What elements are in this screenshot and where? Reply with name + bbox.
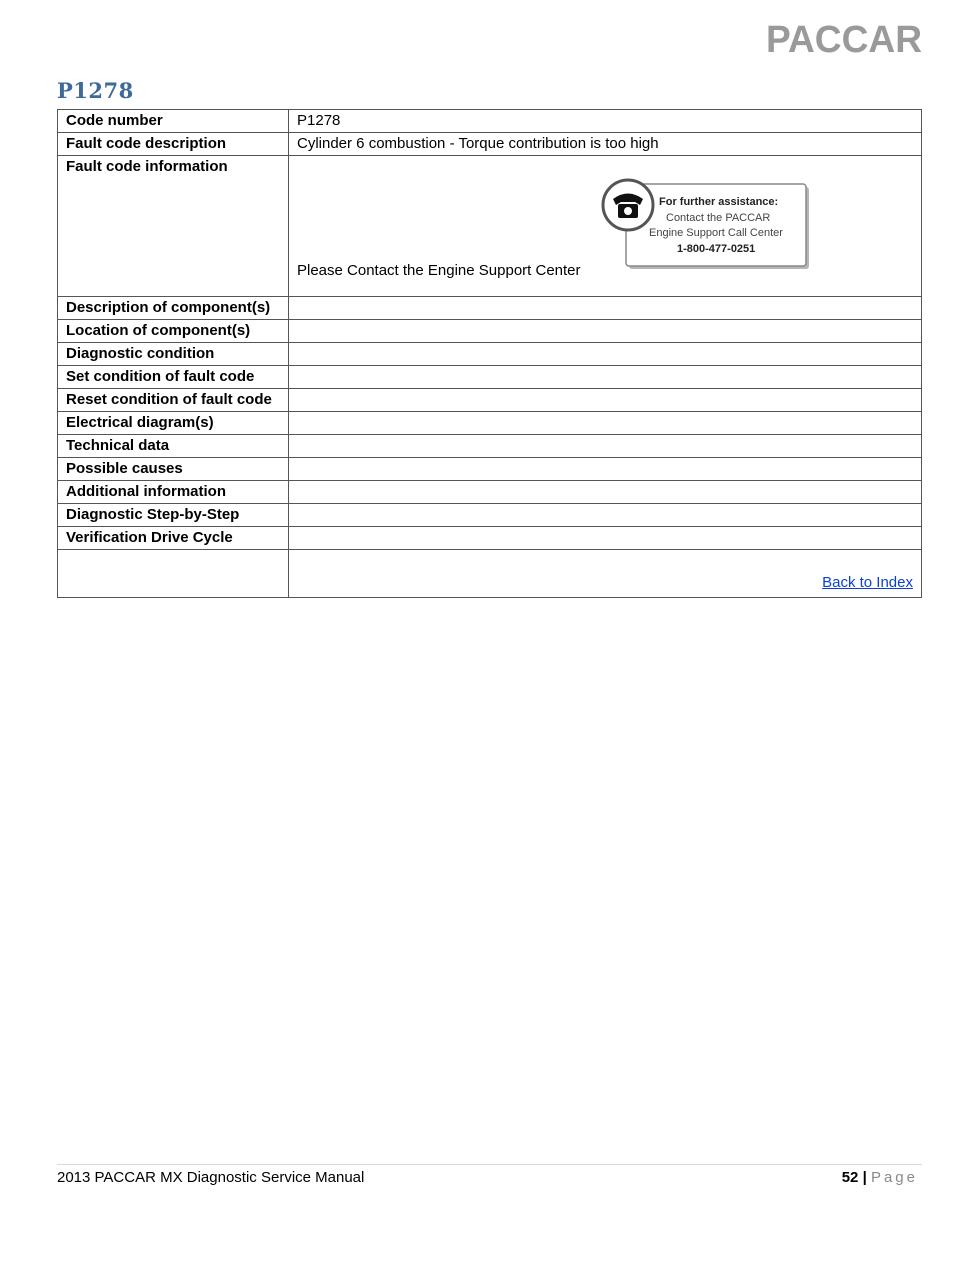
page-word: Page: [870, 1169, 918, 1186]
row-label: Fault code information: [58, 156, 289, 297]
row-label: Electrical diagram(s): [58, 412, 289, 435]
fault-info-cell: [289, 156, 922, 297]
paccar-logo: [766, 18, 924, 58]
row-label: Set condition of fault code: [58, 366, 289, 389]
footer-manual-title: 2013 PACCAR MX Diagnostic Service Manual: [57, 1169, 365, 1186]
table-row: [58, 504, 922, 527]
row-value: [289, 481, 922, 504]
row-label: Technical data: [58, 435, 289, 458]
row-label: Code number: [58, 110, 289, 133]
row-label: Diagnostic Step-by-Step: [58, 504, 289, 527]
footer-divider: [57, 1164, 922, 1165]
page-title: P1278: [57, 78, 134, 103]
assist-phone: 1-800-477-0251: [677, 243, 756, 255]
row-value: [289, 389, 922, 412]
table-row: [58, 320, 922, 343]
table-row: [58, 550, 922, 598]
assist-heading: For further assistance:: [659, 196, 779, 208]
table-row: [58, 389, 922, 412]
assist-line: Contact the PACCAR: [666, 212, 771, 224]
table-row: [58, 343, 922, 366]
table-row: [58, 481, 922, 504]
row-label: Diagnostic condition: [58, 343, 289, 366]
row-value: [289, 297, 922, 320]
row-value: [289, 527, 922, 550]
table-row: [58, 527, 922, 550]
footer-page-info: [842, 1169, 918, 1186]
page-separator: |: [862, 1169, 867, 1186]
table-row: [58, 133, 922, 156]
page-number: 52: [841, 1169, 859, 1186]
row-value: [289, 412, 922, 435]
assist-line: Engine Support Call Center: [649, 227, 783, 239]
row-value: [289, 435, 922, 458]
table-row: [58, 110, 922, 133]
row-value: [289, 343, 922, 366]
row-value: Cylinder 6 combustion - Torque contribution is too high: [289, 133, 922, 156]
row-value: [289, 458, 922, 481]
row-label: Verification Drive Cycle: [58, 527, 289, 550]
svg-text:PACCAR: PACCAR: [766, 19, 922, 58]
row-label: Possible causes: [58, 458, 289, 481]
table-row: [58, 412, 922, 435]
row-label: Fault code description: [58, 133, 289, 156]
table-row: [58, 366, 922, 389]
row-label: [58, 550, 289, 598]
table-row: [58, 435, 922, 458]
row-label: Additional information: [58, 481, 289, 504]
row-label: Description of component(s): [58, 297, 289, 320]
row-value: Please Contact the Engine Support Center: [297, 262, 581, 279]
row-value: P1278: [289, 110, 922, 133]
row-value: [289, 366, 922, 389]
back-to-index-link[interactable]: Back to Index: [822, 574, 913, 591]
table-row: [58, 458, 922, 481]
row-value: [289, 504, 922, 527]
table-row: [58, 297, 922, 320]
fault-code-table: [57, 109, 922, 598]
table-row: [58, 156, 922, 297]
back-link-cell: [289, 550, 922, 598]
row-label: Reset condition of fault code: [58, 389, 289, 412]
row-value: [289, 320, 922, 343]
support-contact-badge: [601, 177, 813, 271]
row-label: Location of component(s): [58, 320, 289, 343]
